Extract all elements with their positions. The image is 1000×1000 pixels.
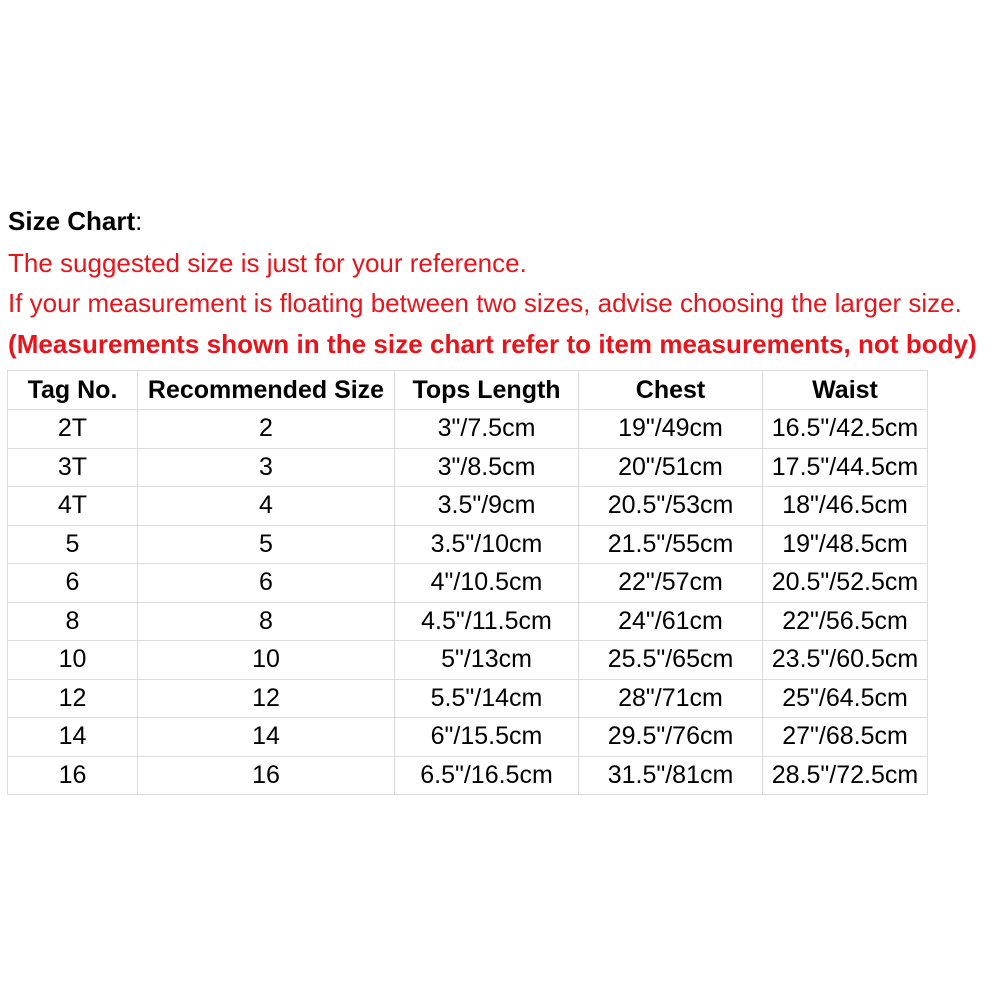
cell-waist: 28.5"/72.5cm <box>763 756 928 795</box>
cell-chest: 25.5"/65cm <box>579 641 763 680</box>
table-row <box>8 756 928 795</box>
cell-tops-length: 3.5"/10cm <box>395 525 579 564</box>
cell-waist: 16.5"/42.5cm <box>763 410 928 449</box>
cell-tops-length: 5.5"/14cm <box>395 679 579 718</box>
cell-tops-length: 5"/13cm <box>395 641 579 680</box>
size-chart-title: Size Chart <box>8 206 136 236</box>
cell-tops-length: 4.5"/11.5cm <box>395 602 579 641</box>
cell-tag-no: 8 <box>8 602 138 641</box>
cell-tag-no: 16 <box>8 756 138 795</box>
cell-waist: 18"/46.5cm <box>763 487 928 526</box>
measurement-disclaimer: (Measurements shown in the size chart refer to item measurements, not body) <box>8 329 977 359</box>
cell-tag-no: 6 <box>8 564 138 603</box>
cell-recommended-size: 14 <box>138 718 395 757</box>
cell-tops-length: 6"/15.5cm <box>395 718 579 757</box>
header-tops-length: Tops Length <box>395 371 579 410</box>
table-header-row <box>8 371 928 410</box>
table-row <box>8 448 928 487</box>
cell-recommended-size: 4 <box>138 487 395 526</box>
header-tag-no: Tag No. <box>8 371 138 410</box>
cell-tag-no: 4T <box>8 487 138 526</box>
cell-chest: 28"/71cm <box>579 679 763 718</box>
header-recommended-size: Recommended Size <box>138 371 395 410</box>
size-table <box>7 370 928 795</box>
header-waist: Waist <box>763 371 928 410</box>
table-row <box>8 718 928 757</box>
header-chest: Chest <box>579 371 763 410</box>
larger-size-advice: If your measurement is floating between two sizes, advise choosing the larger size. <box>8 288 962 318</box>
table-row <box>8 641 928 680</box>
cell-recommended-size: 12 <box>138 679 395 718</box>
cell-tag-no: 12 <box>8 679 138 718</box>
cell-chest: 21.5"/55cm <box>579 525 763 564</box>
cell-recommended-size: 2 <box>138 410 395 449</box>
cell-chest: 20.5"/53cm <box>579 487 763 526</box>
cell-chest: 29.5"/76cm <box>579 718 763 757</box>
cell-recommended-size: 8 <box>138 602 395 641</box>
cell-waist: 25"/64.5cm <box>763 679 928 718</box>
cell-tag-no: 10 <box>8 641 138 680</box>
table-row <box>8 525 928 564</box>
cell-waist: 19"/48.5cm <box>763 525 928 564</box>
cell-waist: 22"/56.5cm <box>763 602 928 641</box>
cell-chest: 22"/57cm <box>579 564 763 603</box>
cell-recommended-size: 6 <box>138 564 395 603</box>
table-row <box>8 602 928 641</box>
cell-tops-length: 3"/7.5cm <box>395 410 579 449</box>
cell-recommended-size: 16 <box>138 756 395 795</box>
table-row <box>8 679 928 718</box>
cell-tops-length: 3"/8.5cm <box>395 448 579 487</box>
cell-chest: 31.5"/81cm <box>579 756 763 795</box>
cell-chest: 24"/61cm <box>579 602 763 641</box>
cell-tag-no: 14 <box>8 718 138 757</box>
size-chart-heading <box>8 205 142 237</box>
cell-chest: 20"/51cm <box>579 448 763 487</box>
table-row <box>8 564 928 603</box>
cell-tag-no: 5 <box>8 525 138 564</box>
cell-recommended-size: 10 <box>138 641 395 680</box>
cell-waist: 20.5"/52.5cm <box>763 564 928 603</box>
table-row <box>8 410 928 449</box>
cell-waist: 23.5"/60.5cm <box>763 641 928 680</box>
cell-recommended-size: 3 <box>138 448 395 487</box>
size-chart-colon: : <box>135 206 143 236</box>
cell-tops-length: 3.5"/9cm <box>395 487 579 526</box>
cell-tag-no: 2T <box>8 410 138 449</box>
cell-tops-length: 4"/10.5cm <box>395 564 579 603</box>
reference-note: The suggested size is just for your reference. <box>8 248 527 278</box>
cell-recommended-size: 5 <box>138 525 395 564</box>
table-row <box>8 487 928 526</box>
cell-waist: 17.5"/44.5cm <box>763 448 928 487</box>
cell-tops-length: 6.5"/16.5cm <box>395 756 579 795</box>
cell-waist: 27"/68.5cm <box>763 718 928 757</box>
cell-chest: 19"/49cm <box>579 410 763 449</box>
cell-tag-no: 3T <box>8 448 138 487</box>
